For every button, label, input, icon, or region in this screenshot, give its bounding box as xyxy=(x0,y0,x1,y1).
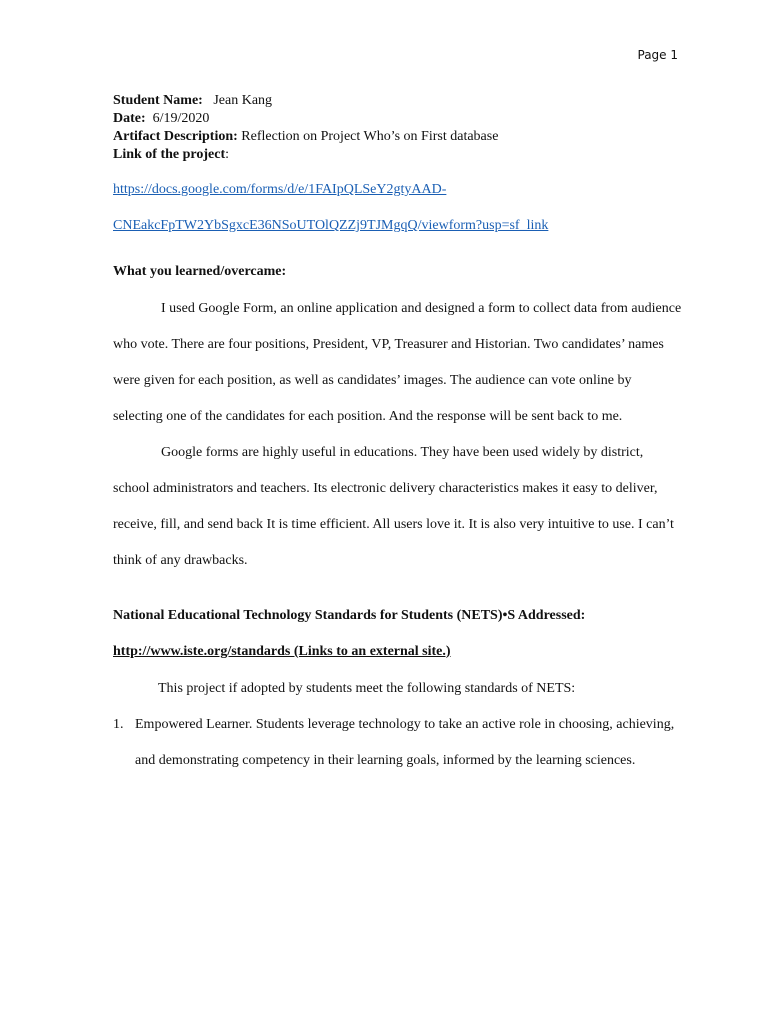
list-item xyxy=(113,707,683,779)
document-body xyxy=(113,92,683,779)
list-item-number: 1. xyxy=(113,717,124,732)
artifact-description-label: Artifact Description: xyxy=(113,129,238,144)
learned-heading: What you learned/overcame: xyxy=(113,264,287,279)
learned-paragraph-1: I used Google Form, an online application and designed a form to collect data from audience who vote. There are four positions, President, VP, Treasurer and Historian. Two candidates’ names were given for each position, as well as candidates’ images. The audience can vote online by selecting one of the candidates for each position. And the response will be sent back to me. xyxy=(113,301,682,424)
project-link-label: Link of the project xyxy=(113,147,226,162)
student-name-label: Student Name: xyxy=(113,93,203,108)
iste-standards-link[interactable]: http://www.iste.org/standards (Links to an external site.) xyxy=(113,644,451,659)
project-link-colon: : xyxy=(225,147,230,162)
page-number: Page 1 xyxy=(637,48,678,62)
date-value: 6/19/2020 xyxy=(152,111,210,126)
project-link-url-line2[interactable]: CNEakcFpTW2YbSgxcE36NSoUTOlQZZj9TJMgqQ/viewform?usp=sf_link xyxy=(113,218,549,233)
nets-intro: This project if adopted by students meet the following standards of NETS: xyxy=(158,681,576,696)
learned-paragraph-2: Google forms are highly useful in educations. They have been used widely by district, school administrators and teachers. Its electronic delivery characteristics makes it easy to deliver, receive, fill, and send back It is time efficient. All users love it. It is also very intuitive to use. I can’t think of any drawbacks. xyxy=(113,445,674,568)
date-label: Date: xyxy=(113,111,146,126)
project-link-url-line1[interactable]: https://docs.google.com/forms/d/e/1FAIpQLSeY2gtyAAD- xyxy=(113,182,447,197)
artifact-description-line xyxy=(113,128,683,146)
project-link-line xyxy=(113,146,683,164)
nets-heading: National Educational Technology Standards for Students (NETS)•S Addressed: xyxy=(113,608,586,623)
list-item-text: Empowered Learner. Students leverage technology to take an active role in choosing, achieving, and demonstrating competency in their learning goals, informed by the learning sciences. xyxy=(135,717,675,768)
artifact-description-value: Reflection on Project Who’s on First database xyxy=(241,129,499,144)
student-name-line xyxy=(113,92,683,110)
date-line xyxy=(113,110,683,128)
student-name-value: Jean Kang xyxy=(213,93,273,108)
